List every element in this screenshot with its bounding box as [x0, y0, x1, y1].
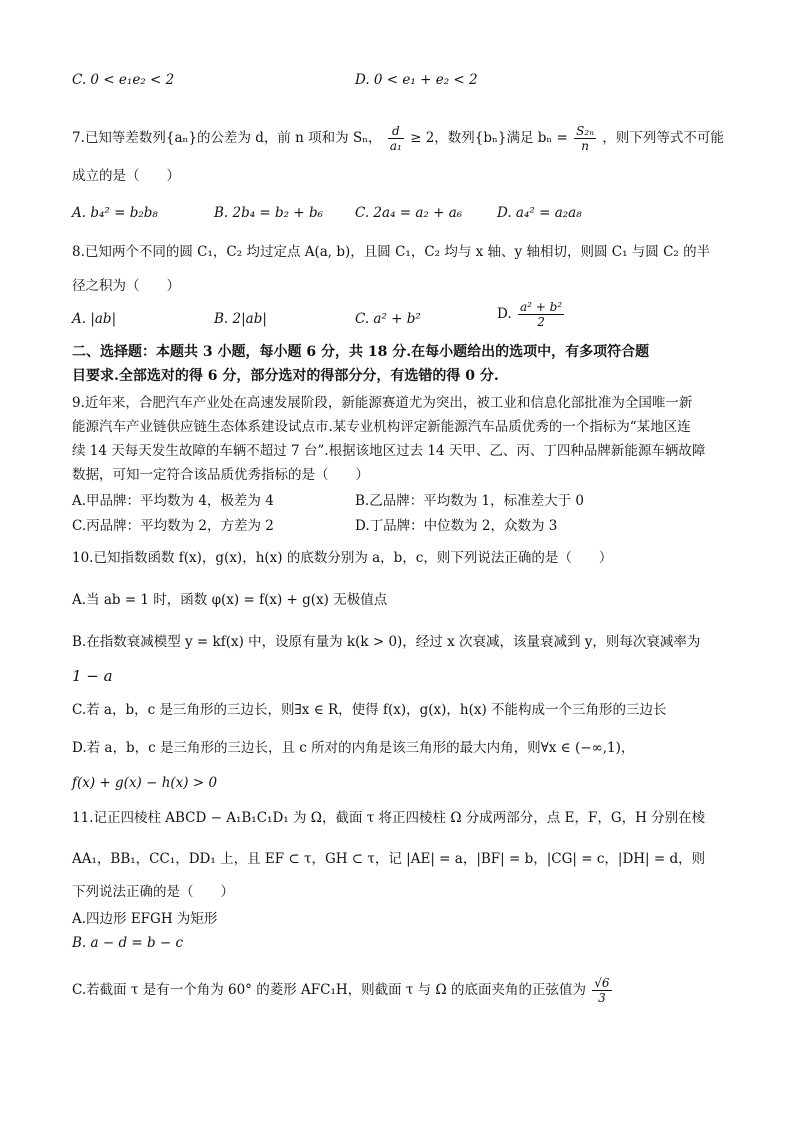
q9-option-b: B.乙品牌：平均数为 1，标准差大于 0 [355, 493, 584, 509]
q7-fraction-s2n-over-n [574, 124, 596, 153]
q10-option-c: C.若 a，b，c 是三角形的三边长，则∃x ∈ R，使得 f(x)，g(x)，h(x) 不能构成一个三角形的三边长 [72, 702, 667, 718]
q9-line2: 能源汽车产业链供应链生态体系建设试点市.某专业机构评定新能源汽车品质优秀的一个指标为“某地区连 [72, 419, 691, 435]
q8-option-a: A. |ab| [72, 311, 117, 327]
q7-option-c: C. 2a₄ = a₂ + a₆ [355, 205, 463, 221]
q11-option-c-text: C.若截面 τ 是有一个角为 60° 的菱形 AFC₁H，则截面 τ 与 Ω 的底面夹角的正弦值为 [72, 982, 586, 998]
q11-option-a: A.四边形 EFGH 为矩形 [72, 911, 218, 927]
q6-option-d: D. 0 < e₁ + e₂ < 2 [355, 72, 478, 88]
q7-option-a: A. b₄² = b₂b₈ [72, 205, 158, 221]
q10-option-b-line1: B.在指数衰减模型 y = kf(x) 中，设原有量为 k(k > 0)，经过 x 次衰减，该量衰减到 y，则每次衰减率为 [72, 634, 701, 650]
q8-option-b: B. 2|ab| [214, 311, 267, 327]
q11-line1: 11.记正四棱柱 ABCD − A₁B₁C₁D₁ 为 Ω，截面 τ 将正四棱柱 Ω 分成两部分，点 E，F，G，H 分别在棱 [72, 810, 706, 826]
q8-option-c: C. a² + b² [355, 311, 421, 327]
q11-line2: AA₁，BB₁，CC₁，DD₁ 上，且 EF ⊂ τ，GH ⊂ τ，记 |AE| = a，|BF| = b，|CG| = c，|DH| = d，则 [72, 851, 706, 867]
q8-option-d [497, 300, 566, 329]
q8-option-d-fraction [518, 300, 564, 329]
q7-stem [72, 124, 724, 153]
q7-option-d: D. a₄² = a₂a₈ [497, 205, 582, 221]
section2-header-line2: 目要求.全部选对的得 6 分，部分选对的得部分分，有选错的得 0 分. [72, 368, 499, 384]
q9-option-d: D.丁品牌：中位数为 2，众数为 3 [355, 518, 558, 534]
q10-option-a: A.当 ab = 1 时，函数 φ(x) = f(x) + g(x) 无极值点 [72, 592, 388, 608]
q7-frac2-denominator: n [581, 139, 589, 153]
q10-option-b-line2: 1 − a [72, 667, 113, 685]
q11-option-c [72, 976, 614, 1005]
q8-stem-line2: 径之积为（ ） [72, 278, 180, 294]
q11-option-c-denominator: 3 [598, 991, 606, 1005]
q9-option-c: C.丙品牌：平均数为 2，方差为 2 [72, 518, 274, 534]
q8-stem-line1: 8.已知两个不同的圆 C₁，C₂ 均过定点 A(a, b)，且圆 C₁，C₂ 均与 x 轴、y 轴相切，则圆 C₁ 与圆 C₂ 的半 [72, 244, 711, 260]
q6-option-c: C. 0 < e₁e₂ < 2 [72, 72, 175, 88]
q7-option-b: B. 2b₄ = b₂ + b₆ [214, 205, 324, 221]
q11-line3: 下列说法正确的是（ ） [72, 884, 234, 900]
q7-fraction-d-over-a1 [388, 124, 404, 153]
q11-option-c-numerator: √6 [594, 976, 610, 990]
q7-frac2-numerator: S₂ₙ [576, 124, 595, 138]
q8-option-d-denominator: 2 [537, 315, 545, 329]
q7-stem-part-a: 7.已知等差数列{aₙ}的公差为 d，前 n 项和为 Sₙ， [72, 130, 382, 146]
q7-stem-part-b: ≥ 2，数列{bₙ}满足 bₙ = [410, 130, 568, 146]
q7-stem-line2: 成立的是（ ） [72, 168, 180, 184]
q8-option-d-label: D. [497, 306, 512, 322]
q11-option-b: B. a − d = b − c [72, 935, 184, 951]
q9-line4: 数据，可知一定符合该品质优秀指标的是（ ） [72, 467, 369, 483]
q7-stem-part-c: ，则下列等式不可能 [602, 130, 724, 146]
q9-option-a: A.甲品牌：平均数为 4，极差为 4 [72, 493, 274, 509]
q7-frac-denominator: a₁ [389, 139, 402, 153]
q7-frac-numerator: d [388, 124, 404, 139]
q10-option-d-line1: D.若 a，b，c 是三角形的三边长，且 c 所对的内角是该三角形的最大内角，则∀x ∈ (−∞,1)， [72, 740, 635, 756]
section2-header-line1: 二、选择题：本题共 3 小题，每小题 6 分，共 18 分.在每小题给出的选项中，有多项符合题 [72, 344, 650, 360]
q9-line3: 续 14 天每天发生故障的车辆不超过 7 台”.根据该地区过去 14 天甲、乙、丙、丁四种品牌新能源车辆故障 [72, 443, 706, 459]
q10-option-d-line2: f(x) + g(x) − h(x) > 0 [72, 775, 218, 791]
q8-option-d-numerator: a² + b² [519, 300, 563, 314]
q9-line1: 9.近年来，合肥汽车产业处在高速发展阶段，新能源赛道尤为突出，被工业和信息化部批准为全国唯一新 [72, 395, 693, 411]
q11-option-c-fraction [592, 976, 611, 1005]
q10-stem: 10.已知指数函数 f(x)，g(x)，h(x) 的底数分别为 a，b，c，则下列说法正确的是（ ） [72, 550, 613, 566]
